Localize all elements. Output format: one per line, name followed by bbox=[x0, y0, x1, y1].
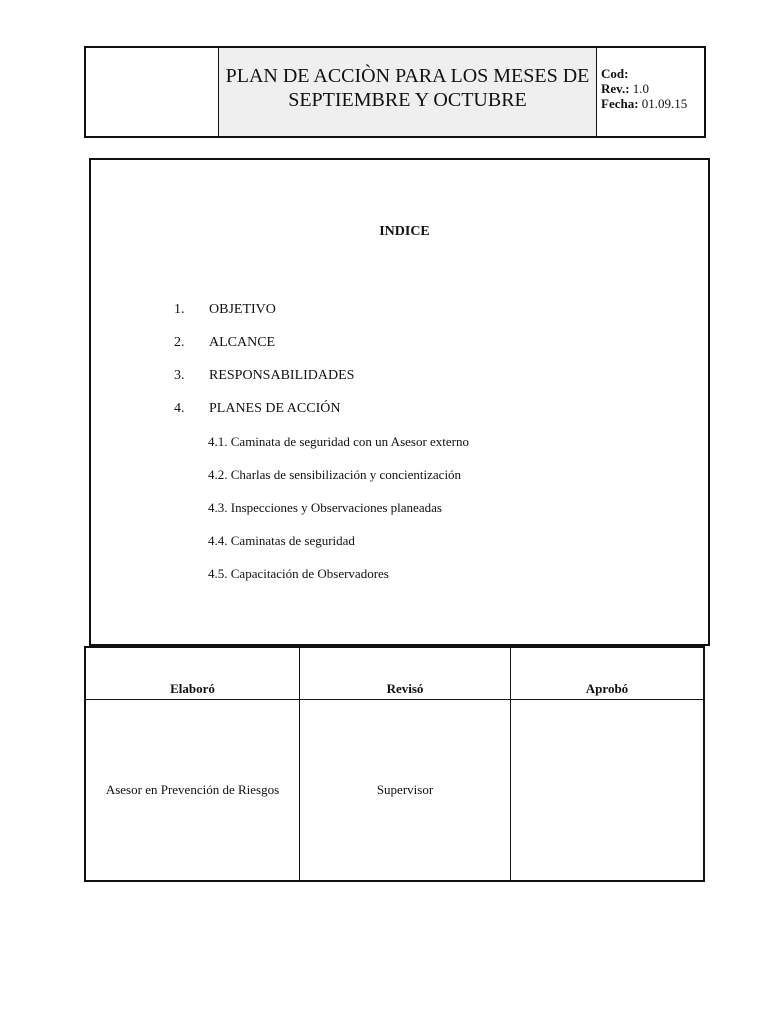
rev-label: Rev.: bbox=[601, 81, 630, 96]
toc-item bbox=[174, 368, 354, 401]
toc-subitem: 4.5. Capacitación de Observadores bbox=[208, 566, 389, 581]
fecha-value: 01.09.15 bbox=[641, 96, 688, 111]
signature-header-elaboro: Elaboró bbox=[86, 648, 300, 700]
rev-value: 1.0 bbox=[632, 81, 650, 96]
cod-label: Cod: bbox=[601, 66, 629, 81]
fecha-label: Fecha: bbox=[601, 96, 639, 111]
title-line-2: SEPTIEMBRE Y OCTUBRE bbox=[288, 89, 527, 111]
signature-header-aprobo: Aprobó bbox=[511, 648, 703, 700]
document-header bbox=[84, 46, 706, 138]
signature-header-reviso: Revisó bbox=[300, 648, 511, 700]
logo-cell bbox=[86, 48, 219, 136]
toc-item bbox=[174, 401, 354, 434]
title-line-1: PLAN DE ACCIÒN PARA LOS MESES DE bbox=[225, 65, 590, 87]
toc-item-label: PLANES DE ACCIÓN bbox=[209, 401, 341, 416]
toc-item bbox=[174, 335, 354, 368]
toc-list bbox=[174, 302, 354, 434]
toc-item-number: 4. bbox=[174, 401, 185, 416]
toc-item-number: 3. bbox=[174, 368, 185, 383]
toc-subitem: 4.3. Inspecciones y Observaciones planeadas bbox=[208, 500, 442, 515]
toc-subitem: 4.2. Charlas de sensibilización y concientización bbox=[208, 467, 462, 482]
toc-item-number: 2. bbox=[174, 335, 185, 350]
toc-subitem: 4.4. Caminatas de seguridad bbox=[208, 533, 355, 548]
signature-value-elaboro: Asesor en Prevención de Riesgos bbox=[86, 700, 300, 880]
signature-value-aprobo bbox=[511, 700, 703, 880]
toc-item bbox=[174, 302, 354, 335]
signature-value-reviso: Supervisor bbox=[300, 700, 511, 880]
toc-item-label: ALCANCE bbox=[209, 335, 276, 350]
toc-item-label: RESPONSABILIDADES bbox=[209, 368, 355, 383]
toc-subitem: 4.1. Caminata de seguridad con un Asesor externo bbox=[208, 434, 470, 449]
toc-item-number: 1. bbox=[174, 302, 185, 317]
index-section bbox=[89, 158, 710, 646]
toc-item-label: OBJETIVO bbox=[209, 302, 276, 317]
signature-table bbox=[84, 646, 705, 882]
index-title: INDICE bbox=[379, 224, 430, 239]
toc-subitems bbox=[208, 434, 469, 599]
document-title bbox=[219, 48, 597, 136]
document-meta bbox=[597, 48, 704, 136]
